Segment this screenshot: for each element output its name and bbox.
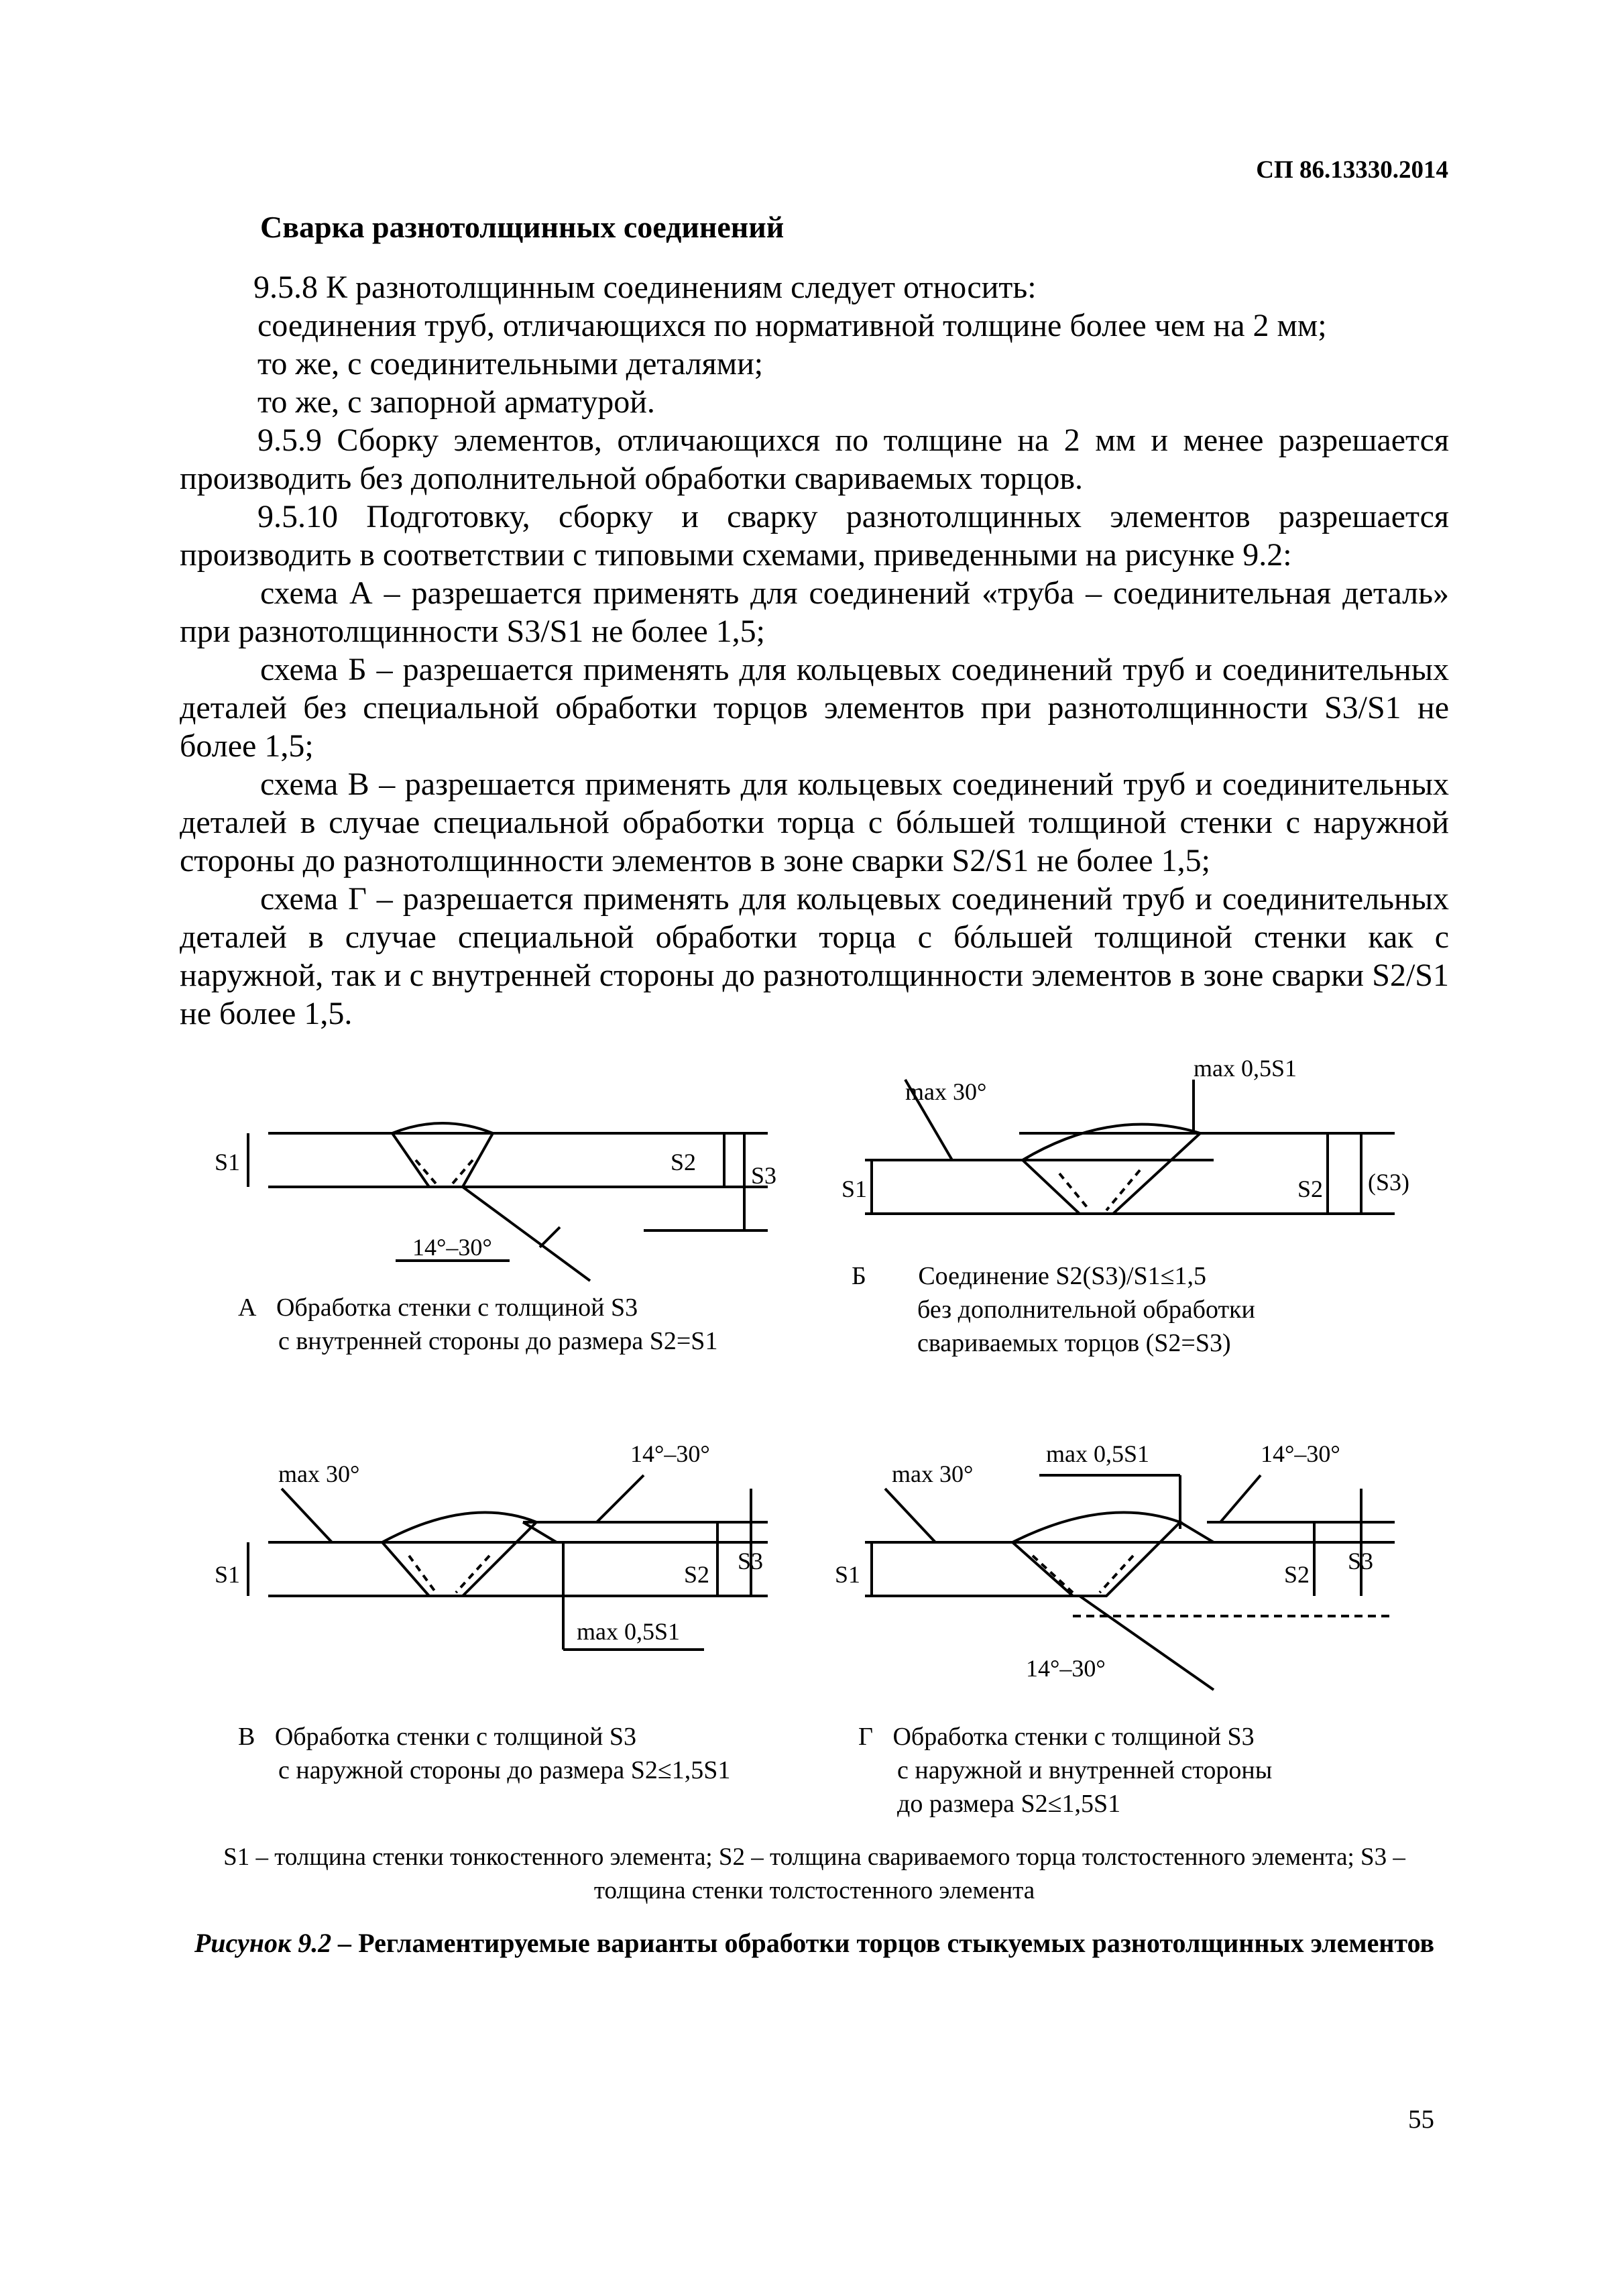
caption-b [852,1259,1255,1360]
caption-a-line1: Обработка стенки с толщиной S3 [276,1294,638,1322]
caption-g-line3: до размера S2≤1,5S1 [897,1790,1121,1818]
caption-b-letter: Б [852,1262,866,1290]
document-code: СП 86.13330.2014 [1256,156,1448,184]
label-max30-b: max 30° [905,1078,987,1105]
caption-v [238,1720,730,1787]
caption-a [238,1291,717,1358]
scheme-v-text: схема В – разрешается применять для кольцевых соединений труб и соединительных деталей в случае специальной обработки торца с бóльшей толщиной стенки с наружной стороны до разнотолщинности элементов в зоне сварки S2/S1 не более 1,5; [180,766,1449,878]
label-s2-b: S2 [1297,1175,1324,1202]
label-max30-g: max 30° [892,1460,974,1487]
caption-b-line3: свариваемых торцов (S2=S3) [917,1329,1231,1357]
caption-a-line2: с внутренней стороны до размера S2=S1 [278,1327,718,1355]
label-s3-g: S3 [1348,1548,1374,1574]
label-s2-v: S2 [684,1561,710,1588]
caption-g [858,1720,1272,1821]
label-angle-g-bottom: 14°–30° [1026,1655,1106,1682]
label-angle-a: 14°–30° [412,1234,492,1261]
scheme-g-text: схема Г – разрешается применять для кольцевых соединений труб и соединительных деталей в случае специальной обработки торца с бóльшей толщиной стенки как с наружной, так и с внутренней стороны до разнотолщинности элементов в зоне сварки S2/S1 не более 1,5. [180,881,1449,1031]
caption-g-letter: Г [858,1723,873,1751]
caption-v-line1: Обработка стенки с толщиной S3 [274,1723,637,1751]
label-max05-g: max 0,5S1 [1046,1440,1150,1467]
label-s1-b: S1 [842,1175,868,1202]
label-s1-g: S1 [835,1561,861,1588]
label-s2-a: S2 [671,1149,697,1175]
scheme-a-text: схема А – разрешается применять для соединений «труба – соединительная деталь» при разнотолщинности S3/S1 не более 1,5; [180,575,1449,649]
figure-title-prefix: Рисунок 9.2 – [194,1928,352,1958]
list-item-pipes: соединения труб, отличающихся по нормативной толщине более чем на 2 мм; [257,308,1327,343]
scheme-a-drawing [248,1123,768,1281]
figure-title [180,1925,1449,1962]
caption-v-line2: с наружной стороны до размера S2≤1,5S1 [278,1756,731,1784]
label-s1-v: S1 [215,1561,241,1588]
label-angle-v: 14°–30° [630,1440,710,1467]
caption-b-line2: без дополнительной обработки [917,1296,1255,1324]
body-text [180,268,1449,1033]
label-angle-g-top: 14°–30° [1261,1440,1340,1467]
paragraph-9-5-8: 9.5.8 К разнотолщинным соединениям следует относить: [253,270,1037,305]
paragraph-9-5-10: 9.5.10 Подготовку, сборку и сварку разнотолщинных элементов разрешается производить в соответствии с типовыми схемами, приведенными на рисунке 9.2: [180,499,1449,573]
caption-b-line1: Соединение S2(S3)/S1≤1,5 [918,1262,1207,1290]
page-number: 55 [1408,2105,1434,2134]
caption-v-letter: В [238,1723,255,1751]
scheme-g-drawing [865,1475,1395,1690]
label-max05-v: max 0,5S1 [577,1618,681,1645]
figure-legend: S1 – толщина стенки тонкостенного элемента; S2 – толщина свариваемого торца толстостенного элемента; S3 – толщина стенки толстостенного элемента [223,1843,1405,1904]
label-s2-g: S2 [1284,1561,1310,1588]
figure-title-text: Регламентируемые варианты обработки торцов стыкуемых разнотолщинных элементов [358,1928,1435,1958]
scheme-b-text: схема Б – разрешается применять для кольцевых соединений труб и соединительных деталей без специальной обработки торцов элементов при разнотолщинности S3/S1 не более 1,5; [180,652,1449,764]
label-s3p-b: (S3) [1368,1169,1409,1196]
list-item-valves: то же, с запорной арматурой. [257,384,655,420]
paragraph-9-5-9: 9.5.9 Сборку элементов, отличающихся по толщине на 2 мм и менее разрешается производить без дополнительной обработки свариваемых торцов. [180,422,1449,496]
section-title: Сварка разнотолщинных соединений [260,210,785,244]
caption-a-letter: А [238,1294,257,1322]
label-max30-v: max 30° [278,1460,360,1487]
caption-g-line1: Обработка стенки с толщиной S3 [892,1723,1255,1751]
caption-g-line2: с наружной и внутренней стороны [897,1756,1273,1784]
list-item-fittings: то же, с соединительными деталями; [257,346,764,382]
label-s3-a: S3 [751,1162,777,1189]
label-s3-v: S3 [738,1548,764,1574]
label-s1-a: S1 [215,1149,241,1175]
label-max05-b: max 0,5S1 [1194,1059,1297,1082]
